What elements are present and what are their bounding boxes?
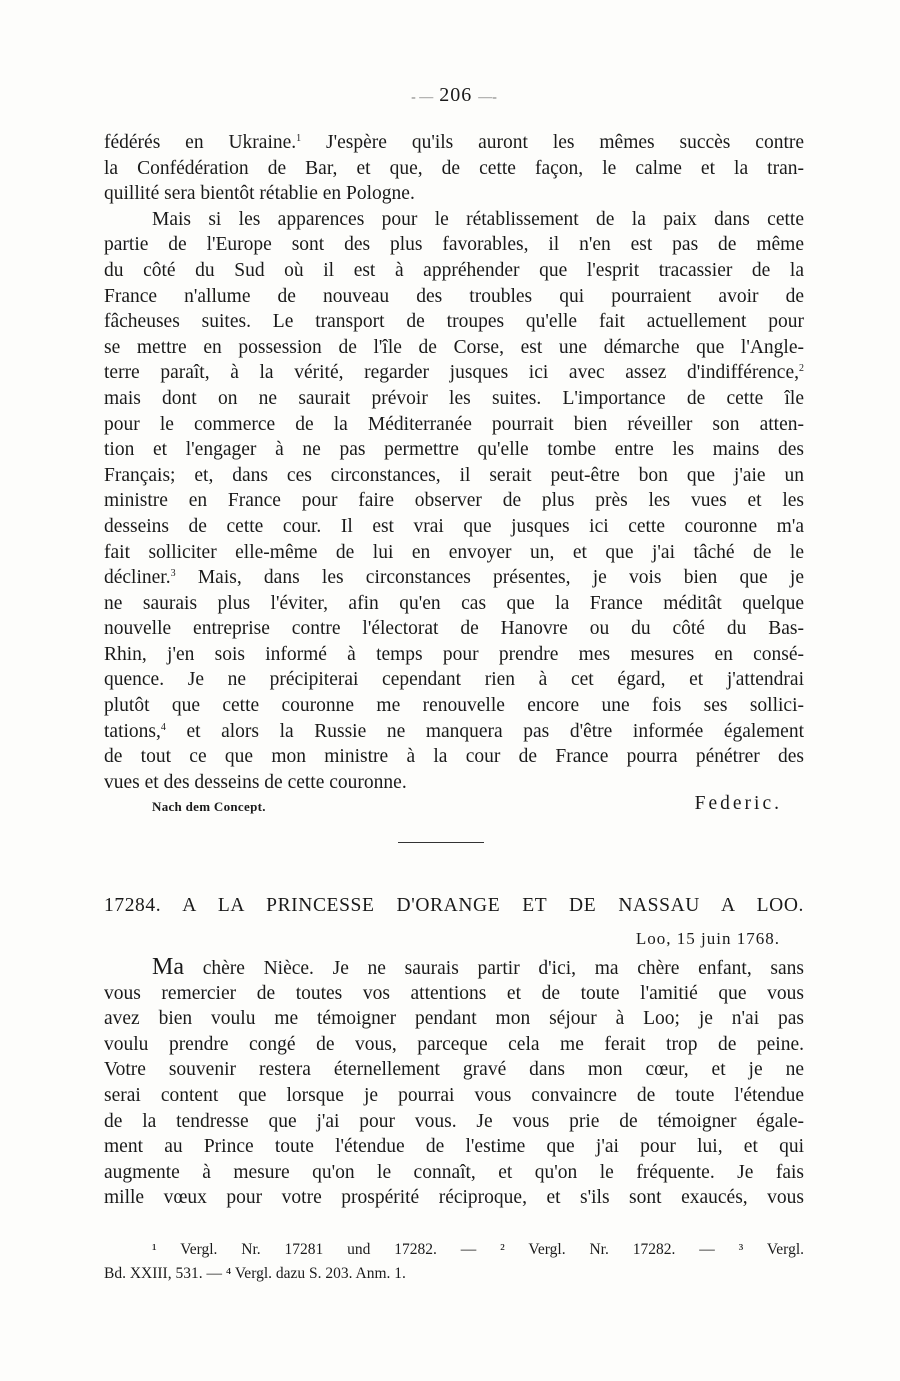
dateline: Loo, 15 juin 1768. bbox=[635, 929, 780, 948]
letter-continuation bbox=[104, 130, 804, 795]
text-line: plutôt que cette couronne me renouvelle encore une fois ses sollici- bbox=[104, 695, 804, 717]
closing-row bbox=[104, 793, 804, 819]
text-line: quillité sera bientôt rétablie en Pologne. bbox=[104, 183, 415, 205]
text-line: fait solliciter elle-même de lui en envoyer un, et que j'ai tâché de le bbox=[104, 541, 804, 563]
text-line: Ma chère Nièce. Je ne saurais partir d'ici, ma chère enfant, sans bbox=[152, 954, 804, 980]
text-line: quence. Je ne précipiterai cependant rien à cet égard, et j'attendrai bbox=[104, 669, 804, 691]
text-line: ministre en France pour faire observer de plus près les vues et les bbox=[104, 490, 804, 512]
text-line: Votre souvenir restera éternellement gravé dans mon cœur, et je ne bbox=[104, 1059, 804, 1081]
letter-heading: 17284. A LA PRINCESSE D'ORANGE ET DE NASSAU A LOO. bbox=[104, 895, 804, 916]
footnote-mark: 2 bbox=[799, 363, 804, 375]
text-line: de la tendresse que j'ai pour vous. Je vous prie de témoigner égale- bbox=[104, 1110, 804, 1132]
footnote-mark: 1 bbox=[296, 133, 302, 144]
footnote-mark: 4 bbox=[160, 721, 166, 733]
text-line: du côté du Sud où il est à appréhender que l'esprit tracassier de la bbox=[104, 259, 804, 281]
section-divider bbox=[398, 842, 484, 843]
source-note: Nach dem Concept. bbox=[152, 799, 266, 814]
header-dash-left: - — bbox=[411, 90, 434, 105]
initial-word: Ma bbox=[152, 954, 184, 980]
text-line: Français; et, dans ces circonstances, il serait peut-être bon que j'aie un bbox=[104, 464, 804, 486]
text-line: la Confédération de Bar, et que, de cette façon, le calme et la tran- bbox=[104, 157, 804, 179]
header-dash-right: —- bbox=[478, 90, 497, 105]
text-line: France n'allume de nouveau des troubles qui pourraient avoir de bbox=[104, 285, 804, 307]
text-line: tion et l'engager à ne pas permettre qu'elle tombe entre les mains des bbox=[104, 439, 804, 461]
text-line: ment au Prince toute l'étendue de l'estime que j'ai pour lui, et qui bbox=[104, 1136, 804, 1158]
footnotes bbox=[104, 1238, 804, 1286]
page-number: 206 bbox=[439, 84, 473, 106]
text-line: mais dont on ne saurait prévoir les suites. L'importance de cette île bbox=[104, 387, 804, 409]
text-line: partie de l'Europe sont des plus favorables, il n'en est pas de même bbox=[104, 234, 804, 256]
text-line: se mettre en possession de l'île de Corse, est une démarche que l'Angle- bbox=[104, 336, 804, 358]
text-line: Rhin, j'en sois informé à temps pour prendre mes mesures en consé- bbox=[104, 643, 804, 665]
footnote-line: Bd. XXIII, 531. — ⁴ Vergl. dazu S. 203. Anm. 1. bbox=[104, 1265, 406, 1282]
footnote-mark: 3 bbox=[170, 568, 176, 580]
text-line: augmente à mesure qu'on le connaît, et qu'on le fréquente. Je fais bbox=[104, 1161, 804, 1183]
text-line: vous remercier de toutes vos attentions et de toute l'amitié que vous bbox=[104, 982, 804, 1004]
text-line: pour le commerce de la Méditerranée pourrait bien réveiller son atten- bbox=[104, 413, 804, 435]
footnote-line: ¹ Vergl. Nr. 17281 und 17282. — ² Vergl. Nr. 17282. — ³ Vergl. bbox=[152, 1241, 804, 1258]
text-line: serai content que lorsque je pourrai vous convaincre de toute l'étendue bbox=[104, 1084, 804, 1106]
text-line: terre paraît, à la vérité, regarder jusques ici avec assez d'indifférence,$^2$ bbox=[104, 362, 804, 384]
text-line: ne saurais plus l'éviter, afin qu'en cas que la France méditât quelque bbox=[104, 592, 804, 614]
text-line: fâcheuses suites. Le transport de troupes qu'elle fait actuellement pour bbox=[104, 311, 804, 333]
text-line: mille vœux pour votre prospérité réciproque, et s'ils sont exaucés, vous bbox=[104, 1187, 804, 1209]
letter-body bbox=[104, 955, 804, 1211]
text-line: voulu prendre congé de vous, parceque cela me ferait trop de peine. bbox=[104, 1033, 804, 1055]
text-line: avez bien voulu me témoigner pendant mon séjour à Loo; je n'ai pas bbox=[104, 1008, 804, 1030]
text-line: Mais si les apparences pour le rétablissement de la paix dans cette bbox=[152, 208, 804, 230]
text-line: décliner.$^3$ Mais, dans les circonstances présentes, je vois bien que je bbox=[104, 567, 804, 589]
text-line: vues et des desseins de cette couronne. bbox=[104, 771, 407, 793]
text-line: tations,$^4$ et alors la Russie ne manquera pas d'être informée également bbox=[104, 720, 804, 742]
text-line: de tout ce que mon ministre à la cour de France pourra pénétrer des bbox=[104, 746, 804, 768]
text-line: fédérés en Ukraine.$^1$ J'espère qu'ils auront les mêmes succès contre bbox=[104, 132, 805, 153]
signature: Federic. bbox=[694, 793, 782, 814]
text-line: desseins de cette cour. Il est vrai que jusques ici cette couronne m'a bbox=[104, 515, 804, 537]
running-header bbox=[104, 84, 804, 107]
text-line: nouvelle entreprise contre l'électorat de Hanovre ou du côté du Bas- bbox=[104, 618, 804, 640]
